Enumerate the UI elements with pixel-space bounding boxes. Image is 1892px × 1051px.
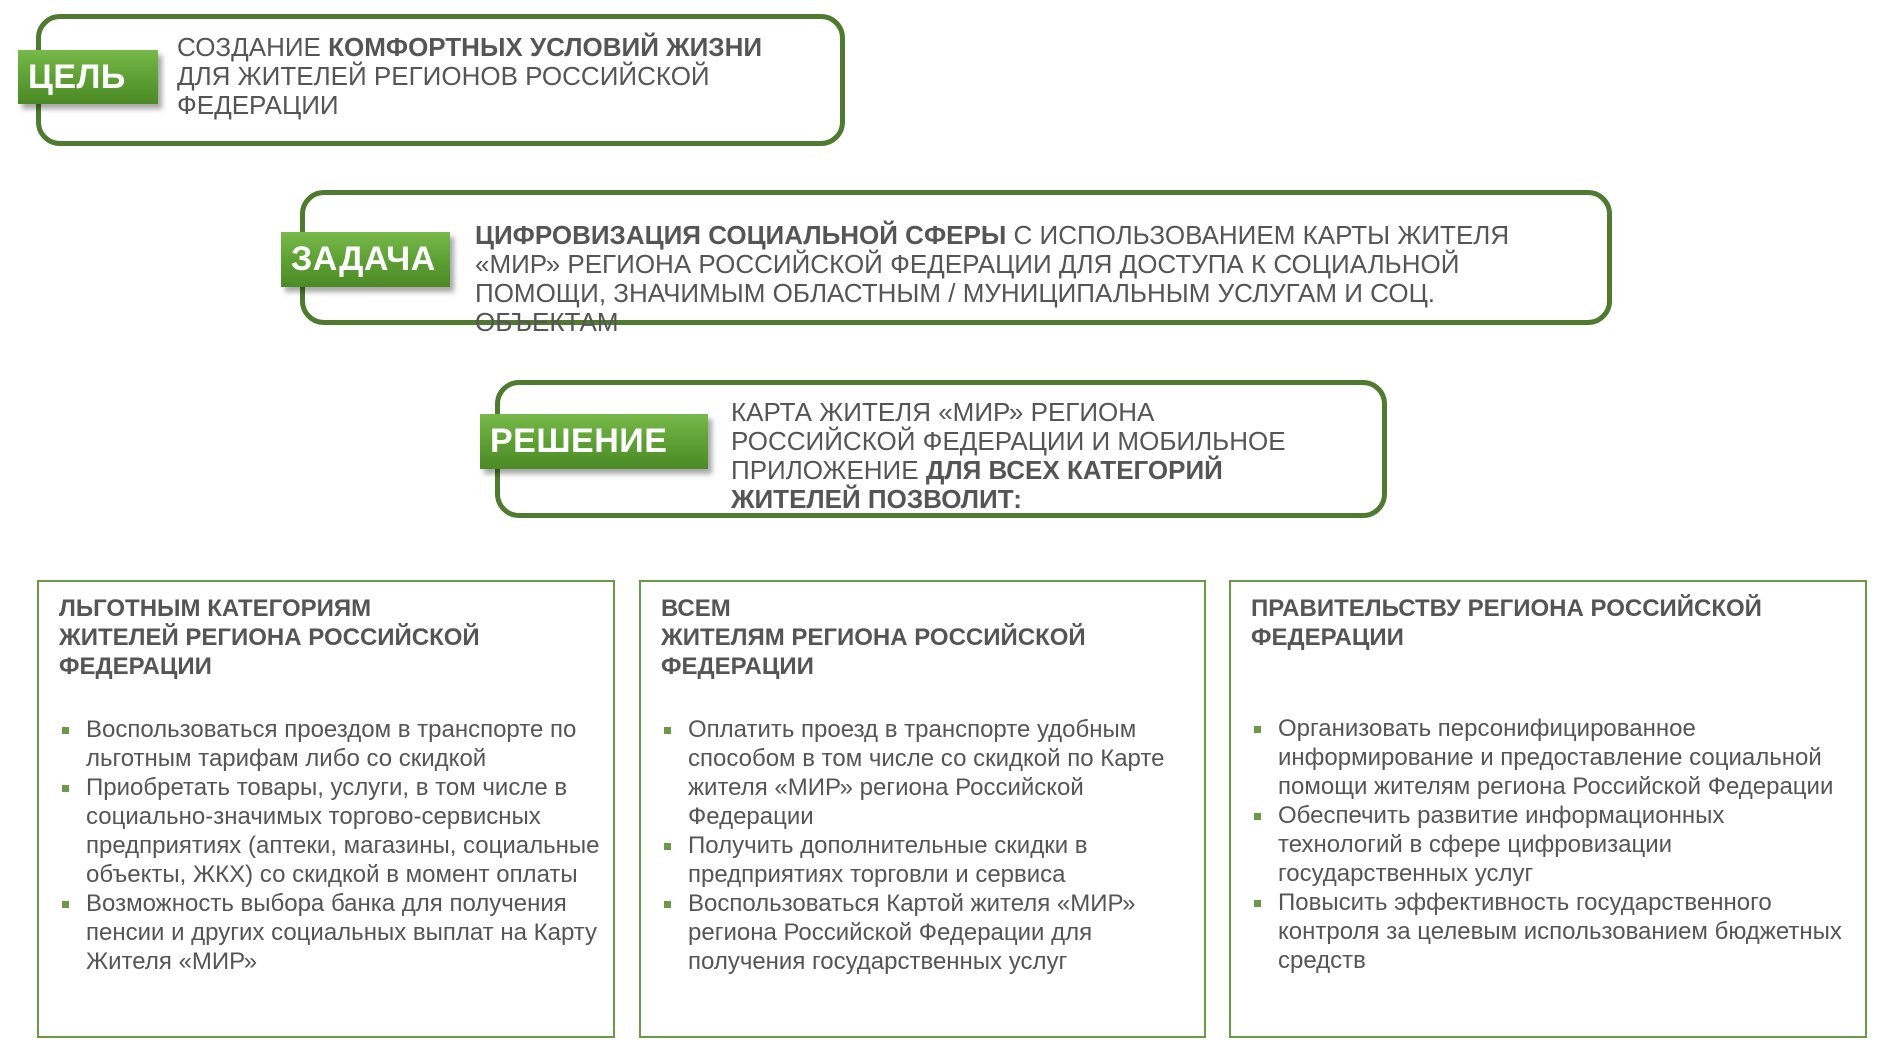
column-heading xyxy=(1251,594,1855,652)
goal-text-post: ДЛЯ ЖИТЕЛЕЙ РЕГИОНОВ РОССИЙСКОЙ ФЕДЕРАЦИИ xyxy=(177,61,710,120)
list-item xyxy=(59,773,603,889)
list-item xyxy=(1251,801,1855,888)
list-item xyxy=(661,715,1194,831)
goal-text xyxy=(177,33,797,120)
bullet-icon xyxy=(1254,813,1261,820)
bullet-icon xyxy=(1254,900,1261,907)
list-item-text: Оплатить проезд в транспорте удобным способом в том числе со скидкой по Карте жителя «МИР» региона Российской Федерации xyxy=(688,716,1165,830)
bullet-icon xyxy=(664,727,671,734)
benefit-list xyxy=(59,715,603,976)
solution-text-bold: ДЛЯ ВСЕХ КАТЕГОРИЙ ЖИТЕЛЕЙ ПОЗВОЛИТ: xyxy=(731,455,1223,514)
list-item xyxy=(59,715,603,773)
list-item-text: Получить дополнительные скидки в предприятиях торговли и сервиса xyxy=(688,832,1088,888)
list-item xyxy=(1251,888,1855,975)
bullet-icon xyxy=(62,727,69,734)
list-item xyxy=(661,831,1194,889)
column-heading-line: ЛЬГОТНЫМ КАТЕГОРИЯМ xyxy=(59,595,372,622)
task-text xyxy=(475,221,1555,337)
solution-text xyxy=(731,398,1331,514)
column-heading xyxy=(59,594,603,681)
bullet-icon xyxy=(1254,726,1261,733)
task-text-post: С ИСПОЛЬЗОВАНИЕМ КАРТЫ ЖИТЕЛЯ «МИР» РЕГИОНА РОССИЙСКОЙ ФЕДЕРАЦИИ ДЛЯ ДОСТУПА К СОЦИАЛЬНОЙ ПОМОЩИ, ЗНАЧИМЫМ ОБЛАСТНЫМ / МУНИЦИПАЛЬНЫМ УСЛУГАМ И СОЦ. ОБЪЕКТАМ xyxy=(475,220,1510,337)
bullet-icon xyxy=(62,901,69,908)
list-item xyxy=(661,889,1194,976)
column-heading-line: ПРАВИТЕЛЬСТВУ РЕГИОНА РОССИЙСКОЙ xyxy=(1251,595,1762,622)
column-heading xyxy=(661,594,1194,681)
column-heading-line: ЖИТЕЛЕЙ РЕГИОНА РОССИЙСКОЙ xyxy=(59,624,480,651)
goal-text-pre: СОЗДАНИЕ xyxy=(177,32,329,62)
goal-tag: ЦЕЛЬ xyxy=(18,50,158,104)
goal-text-bold: КОМФОРТНЫХ УСЛОВИЙ ЖИЗНИ xyxy=(328,32,763,62)
benefit-list xyxy=(661,715,1194,976)
list-item-text: Повысить эффективность государственного контроля за целевым использованием бюджетных средств xyxy=(1278,889,1842,974)
task-text-bold: ЦИФРОВИЗАЦИЯ СОЦИАЛЬНОЙ СФЕРЫ xyxy=(475,220,1007,250)
benefit-list xyxy=(1251,714,1855,975)
bullet-icon xyxy=(664,901,671,908)
column-heading-line: ФЕДЕРАЦИИ xyxy=(59,653,212,680)
benefit-column-government xyxy=(1229,580,1867,1038)
solution-tag: РЕШЕНИЕ xyxy=(480,414,708,469)
column-heading-line: ЖИТЕЛЯМ РЕГИОНА РОССИЙСКОЙ xyxy=(661,624,1086,651)
list-item-text: Воспользоваться проездом в транспорте по льготным тарифам либо со скидкой xyxy=(86,716,577,772)
column-heading-line: ВСЕМ xyxy=(661,595,731,622)
benefit-column-all-residents xyxy=(639,580,1206,1038)
list-item-text: Воспользоваться Картой жителя «МИР» региона Российской Федерации для получения государственных услуг xyxy=(688,890,1136,975)
task-tag: ЗАДАЧА xyxy=(281,232,450,287)
list-item-text: Приобретать товары, услуги, в том числе в социально-значимых торгово-сервисных предприятиях (аптеки, магазины, социальные объекты, ЖКХ) со скидкой в момент оплаты xyxy=(86,774,600,888)
list-item-text: Обеспечить развитие информационных технологий в сфере цифровизации государственных услуг xyxy=(1278,802,1725,887)
column-heading-line: ФЕДЕРАЦИИ xyxy=(661,653,814,680)
column-heading-line: ФЕДЕРАЦИИ xyxy=(1251,624,1404,651)
benefit-column-privileged xyxy=(37,580,615,1038)
list-item-text: Возможность выбора банка для получения пенсии и других социальных выплат на Карту Жителя «МИР» xyxy=(86,890,598,975)
bullet-icon xyxy=(664,843,671,850)
list-item-text: Организовать персонифицированное информирование и предоставление социальной помощи жителям региона Российской Федерации xyxy=(1278,715,1834,800)
bullet-icon xyxy=(62,785,69,792)
list-item xyxy=(59,889,603,976)
solution-text-pre: КАРТА ЖИТЕЛЯ «МИР» РЕГИОНА РОССИЙСКОЙ ФЕДЕРАЦИИ И МОБИЛЬНОЕ ПРИЛОЖЕНИЕ xyxy=(731,397,1286,485)
list-item xyxy=(1251,714,1855,801)
